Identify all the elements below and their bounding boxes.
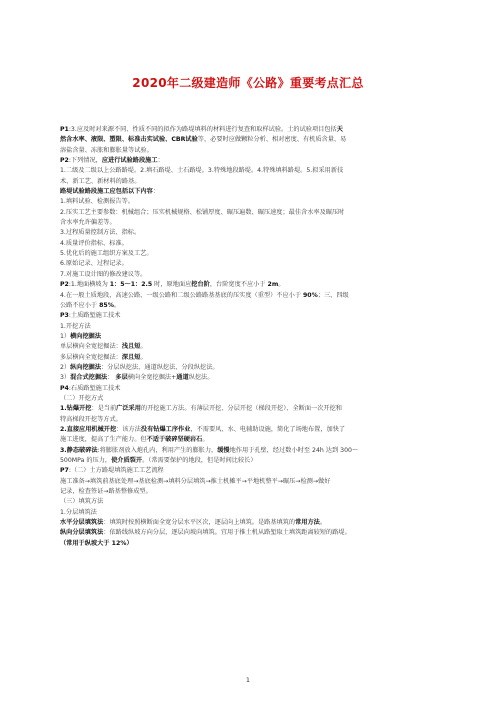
text-line — [60, 270, 442, 280]
text-segment: :（二）土方路堤填筑施工工艺流程 — [68, 467, 164, 475]
emphasized-text: 然含水率、液限、塑限、标准击实试验、CBR试验 — [60, 136, 198, 144]
text-segment: 。 — [202, 436, 209, 444]
text-segment: ： — [157, 157, 164, 165]
text-segment: 。 — [140, 343, 147, 351]
text-line — [60, 208, 442, 218]
text-line — [60, 435, 442, 445]
text-segment: :土质路堑施工技术 — [68, 312, 121, 320]
emphasized-text: 纵向挖掘法 — [70, 363, 102, 371]
text-segment: ：该方法 — [116, 425, 141, 433]
text-line — [60, 259, 442, 269]
text-line — [60, 415, 442, 425]
text-line — [60, 146, 442, 156]
text-line — [60, 353, 442, 363]
text-segment: 2.压实工艺主要参数：机械组合；压实机械规格、松铺厚度、碾压遍数、碾压速度；最佳含水率及碾压时 — [60, 208, 345, 216]
emphasized-text: P2 — [60, 281, 69, 289]
text-line — [60, 177, 442, 187]
text-segment: 。（常需要保护的地段，但是时间比较长） — [142, 457, 257, 464]
text-line — [60, 446, 442, 456]
document-title: 2020年二级建造师《公路》重要考点汇总 — [132, 76, 364, 90]
emphasized-text: P7 — [60, 467, 69, 475]
emphasized-text: 路堤试验路段施工应包括以下内容 — [60, 188, 153, 196]
emphasized-text: P4 — [60, 384, 69, 392]
text-line — [60, 539, 442, 549]
text-line — [60, 497, 442, 507]
text-segment: 1.开挖方法 — [60, 322, 91, 330]
text-line — [60, 518, 442, 528]
text-segment: 1.二级及二级以上公路路堤。2.填石路堤、土石路堤。3.特殊地段路堤。4.特殊填料路堤。5.拟采用新技 — [60, 167, 344, 175]
text-line — [60, 466, 442, 476]
text-segment: （三）填筑方法 — [60, 498, 104, 506]
emphasized-text: 没有钻爆工序作业 — [140, 425, 191, 433]
text-segment: （二）开挖方式 — [60, 394, 104, 402]
text-segment: 含水率允许偏差等。 — [60, 219, 116, 227]
emphasized-text: 不适于破碎坚硬岩石 — [146, 436, 203, 444]
text-line — [60, 373, 442, 383]
text-segment: ；三、四级 — [317, 291, 349, 299]
emphasized-text: （常用于纵坡大于 12%） — [60, 539, 133, 547]
page-number: 1 — [245, 676, 251, 684]
emphasized-text: 浅且短 — [121, 343, 141, 351]
text-segment: 施工进度，提高了生产能力。但 — [60, 436, 147, 444]
emphasized-text: 1：5～1：2.5 — [109, 281, 153, 289]
document-body — [60, 125, 442, 549]
emphasized-text: 深且短 — [121, 353, 141, 361]
text-segment: 7.对施工设计图的修改建议等。 — [60, 270, 147, 278]
text-segment: 时，原地面应 — [152, 281, 192, 289]
text-line — [60, 135, 442, 145]
text-line — [60, 125, 442, 135]
text-segment: 。 — [278, 281, 285, 289]
text-line — [60, 394, 442, 404]
text-line — [60, 528, 442, 538]
text-line — [60, 456, 442, 466]
text-segment: ：依路线纵坡方向分层，逐层向坡向填筑。宜用于推土机从路堑取土填筑距离较短的路堤。 — [103, 529, 351, 537]
emphasized-text: 混合式挖掘法 — [70, 374, 108, 382]
text-segment: 纵挖法。 — [188, 374, 214, 382]
text-segment: 横向全宽挖掘法+ — [127, 374, 177, 382]
text-line — [60, 404, 442, 414]
text-segment: 500MPa 的压力， — [60, 457, 112, 464]
text-line — [60, 311, 442, 321]
emphasized-text: 广泛采用 — [116, 405, 141, 413]
text-line — [60, 363, 442, 373]
text-segment: 6.原始记录、过程记录。 — [60, 260, 128, 268]
text-line — [60, 249, 442, 259]
emphasized-text: 缓慢 — [217, 446, 230, 454]
emphasized-text: P3 — [60, 312, 69, 320]
text-segment: ：填筑时按照横断面全宽分层水平区次，逐层向上填筑。是路基填筑的 — [103, 519, 296, 527]
emphasized-text: 2.直接应用机械开挖 — [60, 425, 117, 433]
text-segment: 公路不应小于 — [60, 301, 100, 309]
text-line — [60, 156, 442, 166]
text-segment: ： — [152, 188, 159, 196]
text-segment: 记录，检查签证→路基整修成型。 — [60, 488, 152, 496]
text-segment: 。 — [140, 353, 147, 361]
text-segment: 1） — [60, 332, 71, 340]
text-line — [60, 280, 442, 290]
text-line — [60, 332, 442, 342]
emphasized-text: 2m — [267, 281, 279, 289]
emphasized-text: 天 — [336, 126, 343, 133]
emphasized-text: 使介质裂开 — [111, 457, 143, 464]
emphasized-text: 水平分层填筑法 — [60, 519, 104, 527]
text-segment: ： — [107, 374, 116, 382]
emphasized-text: 挖台阶 — [191, 281, 210, 289]
text-line — [60, 239, 442, 249]
emphasized-text: 通道 — [176, 374, 189, 382]
emphasized-text: P2 — [60, 157, 69, 165]
text-line — [60, 384, 442, 394]
text-segment: :3.应及时对来源不同、性质不同的拟作为路堤填料的材料进行复查和取样试验。土的试验项目包括 — [68, 126, 337, 133]
text-segment: 4.质量评价指标、标准。 — [60, 239, 128, 247]
text-line — [60, 508, 442, 518]
text-segment: 5.优化后的施工组织方案及工艺。 — [60, 250, 153, 258]
text-segment: 等，必要时应做颗粒分析、相对密度、有机质含量、易 — [197, 136, 347, 144]
text-segment: 3） — [60, 374, 71, 382]
emphasized-text: 3.静态破碎法 — [60, 446, 98, 454]
text-segment: 。 — [319, 519, 327, 527]
text-line — [60, 187, 442, 197]
text-segment: 1.填料试验、检测报告等。 — [60, 198, 134, 206]
text-line — [60, 166, 442, 176]
text-line — [60, 228, 442, 238]
text-line — [60, 301, 442, 311]
text-segment: 多层横向全宽挖掘法： — [60, 353, 122, 361]
text-segment: ，台阶宽度不应小于 — [209, 281, 268, 289]
text-segment: ：分层纵挖法、通道纵挖法、分段纵挖法。 — [101, 363, 219, 371]
emphasized-text: 85% — [99, 301, 114, 309]
text-line — [60, 218, 442, 228]
text-line — [60, 487, 442, 497]
text-segment: 施工准备→填筑前基底处理→基底检测→填料分层填筑→推土机摊平→平地机整平→碾压→检测→做好 — [60, 477, 331, 485]
text-segment: ，不需要风、水、电辅助设施，简化了场地布置，加快了 — [190, 425, 346, 433]
text-segment: 的开挖施工方法。有薄层开挖、分层开挖（梯段开挖）、全断面一次开挖和 — [140, 405, 342, 413]
text-segment: 溶盐含量、冻胀和膨胀量等试验。 — [60, 146, 153, 154]
text-line — [60, 477, 442, 487]
text-line — [60, 291, 442, 301]
text-segment: 2） — [60, 363, 71, 371]
text-line — [60, 322, 442, 332]
text-segment: 。 — [113, 301, 121, 309]
text-segment: 3.过程质量控制方法、指标。 — [60, 229, 141, 237]
text-line — [60, 342, 442, 352]
text-line — [60, 425, 442, 435]
text-segment: ：是当前 — [91, 405, 117, 413]
emphasized-text: P1 — [60, 126, 69, 133]
text-segment: 术、新工艺、新材料的路基。 — [60, 177, 141, 185]
emphasized-text: 常用方法 — [295, 519, 320, 527]
text-segment: :下列情况， — [68, 157, 102, 165]
text-line — [60, 197, 442, 207]
emphasized-text: 多层 — [115, 374, 128, 382]
emphasized-text: 90% — [303, 291, 318, 299]
text-segment: :将膨胀剂放入炮孔内，利用产生的膨胀力， — [97, 446, 218, 454]
text-segment: 地作用于孔壁，经过数小时至 24h 达到 300～ — [229, 446, 359, 454]
text-segment: 单层横向全宽挖掘法： — [60, 343, 122, 351]
text-segment: 4.在一般土质地段，高速公路、一级公路和二级公路路基基底的压实度（重型）不应小于 — [60, 291, 303, 299]
text-segment: 特高梯段开挖等方式。 — [60, 415, 122, 423]
text-segment: :1.地面横坡为 — [68, 281, 110, 289]
text-segment: :石质路堑施工技术 — [68, 384, 121, 392]
emphasized-text: 横向挖掘法 — [70, 332, 102, 340]
emphasized-text: 纵向分层填筑法 — [60, 529, 104, 537]
emphasized-text: 1.钻爆开挖 — [60, 405, 92, 413]
emphasized-text: 应进行试验路段施工 — [101, 157, 158, 165]
text-segment: 1.分层填筑法 — [60, 508, 97, 516]
